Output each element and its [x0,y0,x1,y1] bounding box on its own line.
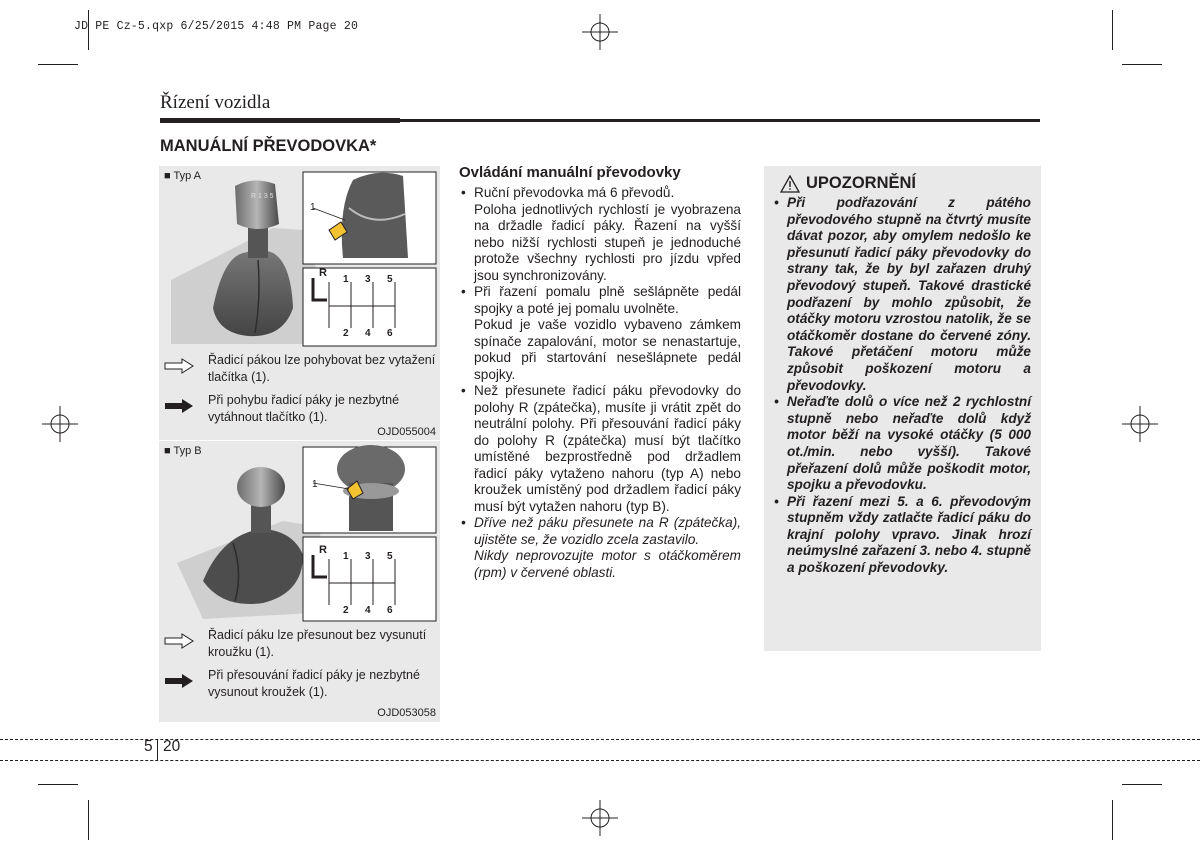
outline-arrow-icon [164,358,194,374]
figure-type-a [159,166,440,440]
bullet-continuation: Pokud je vaše vozidlo vybaveno zámkem spínače zapalování, motor se nenastartuje, pokud při startování nesešlápnete pedál spojky. [474,317,741,382]
shift-top-label: 5 [387,551,393,562]
crop-mark [1112,800,1113,840]
legend-text: Při pohybu řadicí páky je nezbytné vytáhnout tlačítko (1). [208,393,400,424]
warning-title: UPOZORNĚNÍ [806,174,917,192]
crop-mark [1122,784,1162,785]
main-heading: MANUÁLNÍ PŘEVODOVKA* [160,137,377,155]
page-number-divider [157,739,158,760]
crop-mark [38,64,78,65]
legend-text: Řadicí pákou lze pohybovat bez vytažení tlačítka (1). [208,353,436,384]
shift-top-label: 3 [365,274,371,285]
shift-bottom-label: 2 [343,605,349,616]
registration-mark [1122,406,1158,442]
registration-mark [582,800,618,836]
legend-row [164,352,434,386]
figure-type-label: ■ Typ A [164,170,202,182]
shift-reverse-label: R [319,267,327,279]
solid-arrow-icon [164,398,194,414]
legend-row [164,627,434,661]
figure-code: OJD053058 [377,707,436,719]
figure-type-b [159,441,440,722]
warning-item: • Při podřazování z pátého převodového stupně na čtvrtý musíte dávat pozor, aby omylem nedošlo ke přesunutí řadicí páky převodovky do strany tak, že by byl zařazen druhý převodový stupeň. Takové drastické podřazení by mohlo způsobit, že otáčky motoru vzrostou natolik, že se otáčkoměr dostane do červené zóny. Takové přetáčení motoru může způsobit poškození motoru a převodovky. [774,195,1031,394]
svg-text:R 1 3 5: R 1 3 5 [251,193,274,200]
callout-number: 1 [310,202,316,213]
figure-code: OJD055004 [377,426,436,438]
crop-mark [1122,64,1162,65]
operation-heading: Ovládání manuální převodovky [459,164,681,181]
bullet-item: • Při řazení pomalu plně sešlápněte pedál spojky a poté jej pomalu uvolněte. [459,284,741,317]
warning-box [764,166,1041,651]
page-number: 20 [163,738,181,755]
operation-section [459,164,741,581]
crop-mark [38,784,78,785]
legend-row [164,392,434,426]
solid-arrow-icon [164,673,194,689]
footer-dashed-line [0,760,1200,761]
shift-bottom-label: 2 [343,328,349,339]
warning-header [780,174,1031,193]
crop-mark [1112,10,1113,50]
bullet-item: • Než přesunete řadicí páku převodovky do polohy R (zpátečka), musíte ji vrátit zpět do neutrální polohy. Při přesouvání řadicí páky do polohy R (zpátečka) musí být tlačítko umístěné bezprostředně pod držadlem řadicí páky vytaženo nahoru (typ A) nebo kroužek umístěný pod držadlem řadicí páky musí být vytažen nahoru (typ B). [459,383,741,515]
outline-arrow-icon [164,633,194,649]
bullet-item: • Ruční převodovka má 6 převodů. [459,185,741,202]
shift-top-label: 5 [387,274,393,285]
shift-bottom-label: 6 [387,605,393,616]
shift-bottom-label: 4 [365,328,371,339]
warning-triangle-icon [780,175,800,193]
bullet-item: • Dříve než páku přesunete na R (zpátečka), ujistěte se, že vozidlo zcela zastavilo. [459,515,741,548]
bullet-continuation: Poloha jednotlivých rychlostí je vyobrazena na držadle řadicí páky. Řazení na vyšší nebo nižší rychlosti stupeň je jednoduché protože všechny rychlosti pro jízdu vpřed jsou synchronizovány. [474,201,741,283]
registration-mark [42,406,78,442]
section-title: Řízení vozidla [160,92,271,113]
shift-top-label: 1 [343,274,349,285]
print-header: JD PE Cz-5.qxp 6/25/2015 4:48 PM Page 20 [74,20,359,33]
shift-reverse-label: R [319,544,327,556]
callout-number: 1 [312,479,318,490]
legend-text: Řadicí páku lze přesunout bez vysunutí kroužku (1). [208,628,427,659]
shift-top-label: 3 [365,551,371,562]
bullet-continuation: Nikdy neprovozujte motor s otáčkoměrem (rpm) v červené oblasti. [474,548,741,580]
shift-bottom-label: 4 [365,605,371,616]
shift-top-label: 1 [343,551,349,562]
warning-item: • Při řazení mezi 5. a 6. převodovým stupněm vždy zatlačte řadicí páku do krajní polohy vpravo. Jinak hrozí neúmyslné zařazení 3. nebo 4. stupně a poškození převodovky. [774,494,1031,577]
title-rule [160,119,1040,122]
shift-bottom-label: 6 [387,328,393,339]
registration-mark [582,14,618,50]
warning-item: • Neřaďte dolů o více než 2 rychlostní stupně nebo neřaďte dolů když motor běží na vysoké otáčky (5 000 ot./min. nebo vyšší). Takové přeřazení dolů může poškodit motor, spojku a převodovku. [774,394,1031,494]
legend-text: Při přesouvání řadicí páky je nezbytné vysunout kroužek (1). [208,668,420,699]
legend-row [164,667,434,701]
page-section-number: 5 [144,738,153,755]
crop-mark [88,800,89,840]
figure-type-label: ■ Typ B [164,445,202,457]
